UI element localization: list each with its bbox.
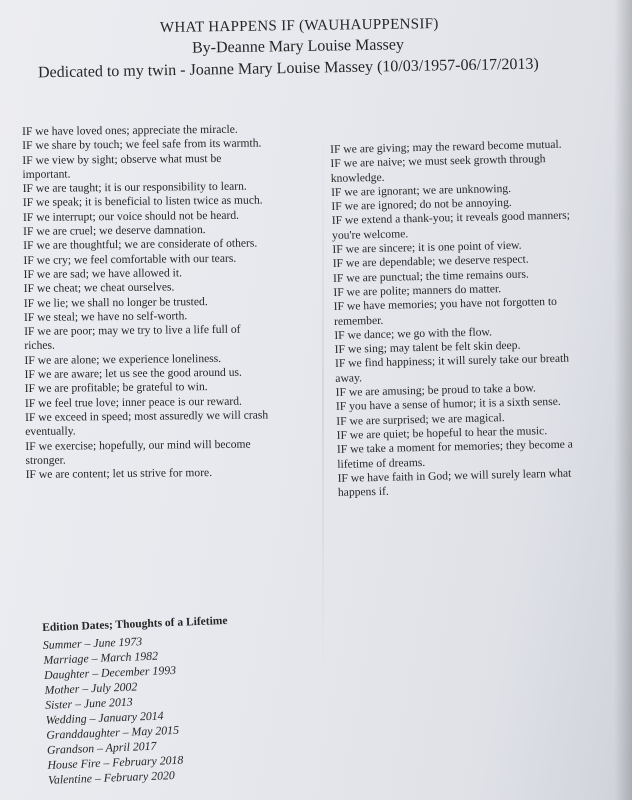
poem-line: eventually. — [25, 424, 76, 439]
poem-line: IF we take a moment for memories; they become a — [336, 437, 574, 457]
edition-date-item: Wedding – January 2014 — [45, 708, 164, 727]
poem-line: IF we share by touch; we feel safe from its warmth. — [22, 136, 262, 153]
poem-line: IF we are punctual; the time remains ours. — [332, 267, 529, 285]
edition-date-item: Granddaughter – May 2015 — [46, 722, 180, 742]
poem-line: riches. — [24, 339, 55, 353]
edition-date-item: Grandson – April 2017 — [46, 738, 157, 757]
poem-line: remember. — [333, 313, 384, 328]
poem-line: IF we are sad; we have allowed it. — [23, 266, 183, 281]
poem-line: IF we are content; let us strive for more. — [25, 466, 213, 482]
poem-line: IF we are ignorant; we are unknowing. — [330, 181, 512, 199]
poem-line: IF you have a sense of humor; it is a sixth sense. — [335, 395, 561, 414]
poem-line: IF we are amusing; be proud to take a bow. — [335, 381, 536, 399]
poem-left-column — [22, 122, 318, 482]
poem-line: IF we cry; we feel comfortable with our tears. — [23, 251, 237, 267]
edition-dates-title: Edition Dates; Thoughts of a Lifetime — [42, 614, 228, 634]
edition-dates-list — [43, 628, 319, 788]
poem-line: IF we interrupt; our voice should not be heard. — [22, 208, 240, 224]
poem-line: IF we are polite; manners do matter. — [333, 282, 502, 299]
poem-line: IF we view by sight; observe what must be — [22, 151, 222, 167]
poem-line: lifetime of dreams. — [337, 455, 426, 471]
poem-line: IF we extend a thank-you; it reveals good manners; — [331, 209, 571, 228]
poem-line: IF we are thoughtful; we are considerate of others. — [23, 236, 258, 253]
poem-right-column — [330, 137, 606, 500]
poem-line: IF we are sincere; it is one point of view. — [332, 238, 522, 257]
paper-fold — [322, 120, 324, 680]
poem-line: you're welcome. — [331, 227, 409, 242]
poem-line: IF we feel true love; inner peace is our reward. — [24, 394, 242, 410]
poem-line: away. — [335, 371, 363, 385]
poem-line: IF we are surprised; we are magical. — [336, 410, 505, 428]
poem-line: stronger. — [25, 453, 66, 467]
edition-date-item: Marriage – March 1982 — [43, 648, 159, 667]
dedication-line: Dedicated to my twin - Joanne Mary Louise Massey (10/03/1957-06/17/2013) — [37, 55, 539, 82]
poem-line: IF we find happiness; it will surely take our breath — [334, 352, 570, 371]
poem-line: IF we exceed in speed; most assuredly we will crash — [24, 408, 269, 424]
poem-line: happens if. — [337, 484, 389, 500]
poem-line: important. — [22, 167, 71, 181]
poem-line: IF we have loved ones; appreciate the miracle. — [22, 122, 238, 138]
edition-date-item: House Fire – February 2018 — [47, 752, 184, 772]
author-byline: By-Deanne Mary Louise Massey — [191, 36, 405, 57]
edition-date-item: Summer – June 1973 — [42, 634, 143, 652]
poem-title: WHAT HAPPENS IF (WAUHAUPPENSIF) — [159, 16, 439, 36]
poem-line: IF we are taught; it is our responsibility to learn. — [22, 179, 247, 196]
poem-line: IF we dance; we go with the flow. — [334, 325, 493, 342]
poem-line: knowledge. — [330, 170, 385, 185]
poem-line: IF we are aware; let us see the good around us. — [24, 365, 242, 382]
poem-line: IF we are ignored; do not be annoying. — [331, 196, 512, 214]
poem-line: IF we are naive; we must seek growth through — [330, 152, 546, 171]
poem-line: IF we cheat; we cheat ourselves. — [23, 280, 175, 296]
edition-date-item: Sister – June 2013 — [44, 694, 133, 712]
edition-date-item: Daughter – December 1993 — [43, 662, 177, 682]
poem-line: IF we are giving; may the reward become mutual. — [330, 137, 562, 156]
poem-line: IF we steal; we have no self-worth. — [23, 309, 188, 324]
poem-line: IF we are quiet; be hopeful to hear the music. — [336, 424, 548, 442]
poem-line: IF we have memories; you have not forgotten to — [333, 295, 558, 314]
poem-line: IF we have faith in God; we will surely learn what — [337, 466, 572, 485]
poem-line: IF we speak; it is beneficial to listen twice as much. — [22, 193, 263, 210]
poem-line: IF we exercise; hopefully, our mind will become — [25, 437, 251, 453]
edition-date-item: Mother – July 2002 — [44, 679, 138, 697]
paper-edge-shadow — [614, 0, 632, 800]
poem-line: IF we are alone; we experience loneliness. — [24, 351, 222, 367]
poem-line: IF we lie; we shall no longer be trusted. — [23, 294, 208, 310]
edition-dates-section — [42, 612, 318, 788]
poem-line: IF we are profitable; be grateful to win. — [24, 380, 208, 396]
poem-line: IF we are dependable; we deserve respect. — [332, 252, 529, 271]
edition-date-item: Valentine – February 2020 — [47, 768, 176, 787]
poem-line: IF we are poor; may we try to live a life full of — [24, 322, 241, 339]
poem-line: IF we sing; may talent be felt skin deep. — [334, 338, 521, 357]
poem-line: IF we are cruel; we deserve damnation. — [23, 223, 206, 239]
